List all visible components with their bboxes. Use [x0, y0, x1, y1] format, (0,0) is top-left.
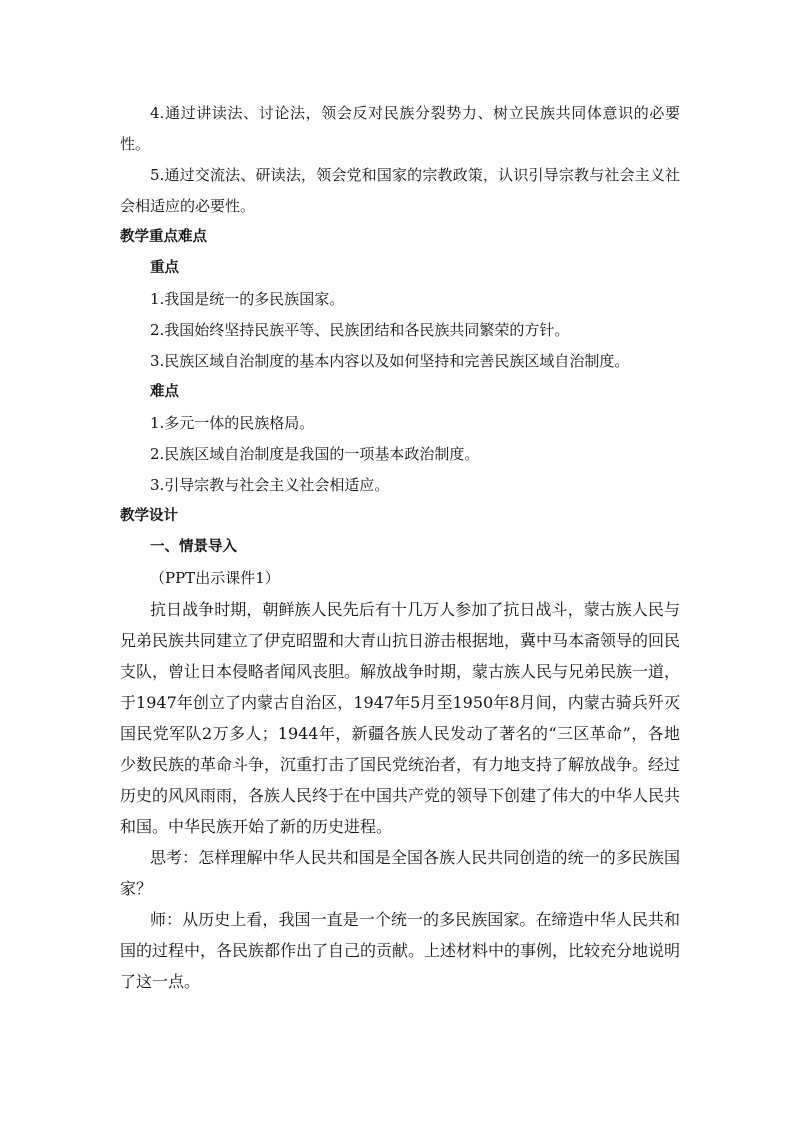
- objective-item-5: 5.通过交流法、研读法，领会党和国家的宗教政策，认识引导宗教与社会主义社会相适应的必要性。: [120, 166, 680, 215]
- key-point-1: 1.我国是统一的多民族国家。: [150, 290, 345, 308]
- story-paragraph: 抗日战争时期，朝鲜族人民先后有十几万人参加了抗日战斗，蒙古族人民与兄弟民族共同建立了伊克昭盟和大青山抗日游击根据地，冀中马本斋领导的回民支队，曾让日本侵略者闻风丧胆。解放战争时期，蒙古族人民与兄弟民族一道，于1947年创立了内蒙古自治区，1947年5月至1950年8月间，内蒙古骑兵歼灭国民党军队2万多人；1944年，新疆各族人民发动了著名的“三区革命”，各地少数民族的革命斗争，沉重打击了国民党统治者，有力地支持了解放战争。经过历史的风风雨雨，各族人民终于在中国共产党的领导下创建了伟大的中华人民共和国。中华民族开始了新的历史进程。: [120, 600, 681, 836]
- difficult-point-3: 3.引导宗教与社会主义社会相适应。: [150, 476, 390, 494]
- ppt-note: （PPT出示课件1）: [150, 569, 280, 587]
- document-body: [120, 98, 680, 997]
- section-heading-key-difficult: 教学重点难点: [120, 229, 207, 245]
- key-point-2: 2.我国始终坚持民族平等、民族团结和各民族共同繁荣的方针。: [150, 321, 570, 339]
- key-point-3: 3.民族区域自治制度的基本内容以及如何坚持和完善民族区域自治制度。: [150, 352, 630, 370]
- answer-paragraph: 师：从历史上看，我国一直是一个统一的多民族国家。在缔造中华人民共和国的过程中，各民族都作出了自己的贡献。上述材料中的事例，比较充分地说明了这一点。: [120, 910, 681, 991]
- section-heading-design: 教学设计: [120, 508, 178, 524]
- difficult-point-2: 2.民族区域自治制度是我国的一项基本政治制度。: [150, 445, 480, 463]
- section1-title: 一、情景导入: [150, 539, 237, 555]
- question-paragraph: 思考：怎样理解中华人民共和国是全国各族人民共同创造的统一的多民族国家？: [120, 848, 680, 898]
- objective-item-4: 4.通过讲读法、讨论法，领会反对民族分裂势力、树立民族共同体意识的必要性。: [120, 104, 680, 153]
- difficult-point-1: 1.多元一体的民族格局。: [150, 414, 315, 432]
- key-points-label: 重点: [150, 260, 179, 276]
- difficult-points-label: 难点: [150, 384, 179, 400]
